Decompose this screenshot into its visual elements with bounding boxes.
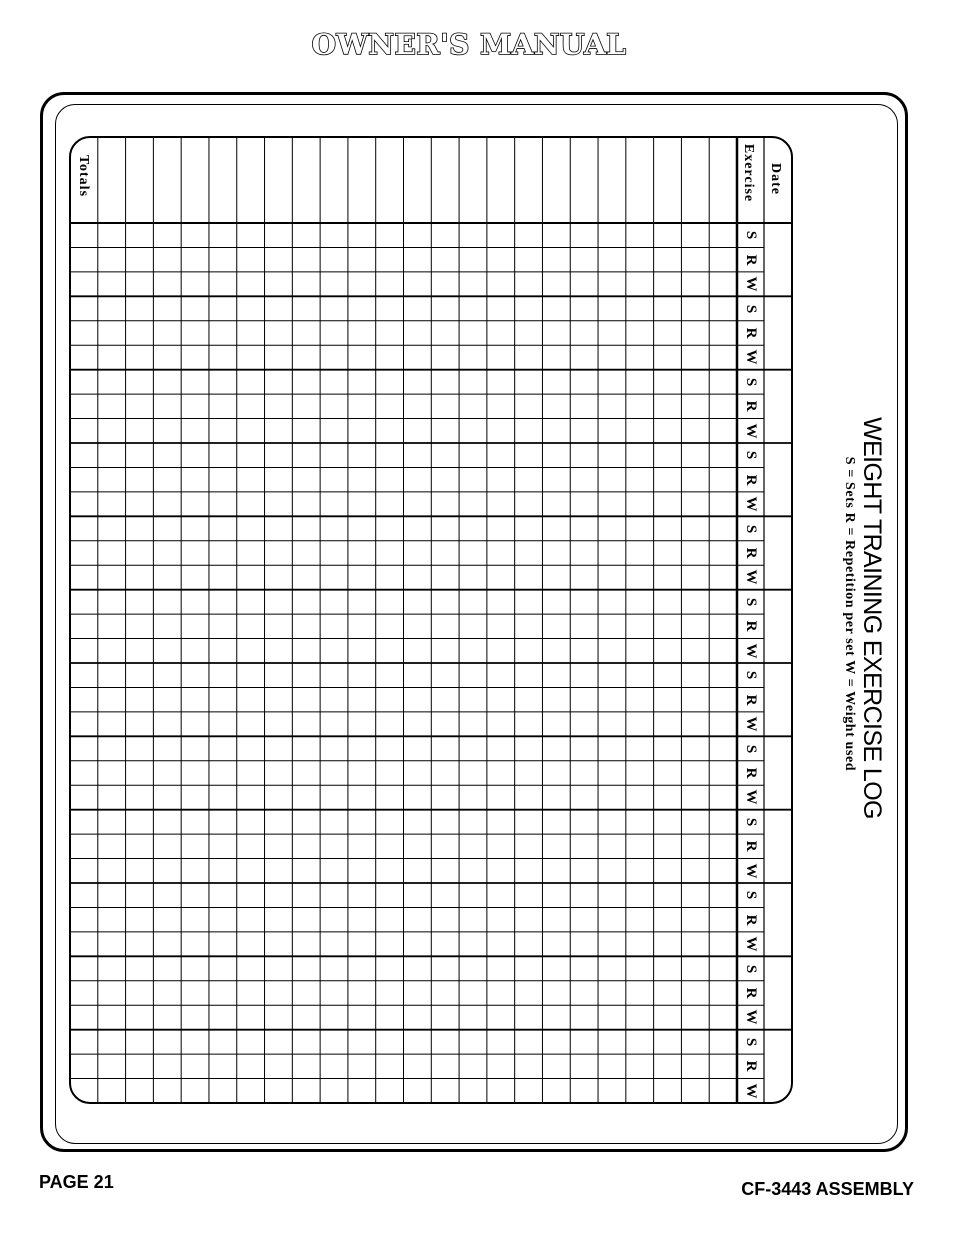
page-number: PAGE 21 (39, 1172, 114, 1192)
srw-label: R (742, 914, 759, 926)
srw-label: W (742, 569, 759, 585)
srw-label: S (742, 891, 759, 900)
srw-label: W (742, 716, 759, 732)
srw-label: S (742, 231, 759, 240)
date-column-label: Date (768, 163, 783, 195)
srw-label: S (742, 524, 759, 533)
srw-label: S (742, 817, 759, 827)
srw-label: S (742, 744, 759, 753)
srw-label: W (742, 496, 759, 512)
srw-label: R (742, 620, 759, 632)
assembly-model-label: CF-3443 ASSEMBLY (741, 1179, 914, 1199)
srw-label: W (742, 863, 759, 879)
srw-label: S (742, 451, 759, 460)
srw-label: S (742, 597, 759, 607)
srw-label: S (742, 1037, 759, 1047)
srw-label: W (742, 1083, 759, 1099)
srw-label: S (742, 964, 759, 973)
srw-label: R (742, 1060, 759, 1072)
srw-label: S (742, 304, 759, 313)
srw-label: W (742, 643, 759, 659)
srw-label: R (742, 987, 759, 999)
srw-label: R (742, 840, 759, 852)
srw-label: W (742, 349, 759, 365)
log-title: WEIGHT TRAINING EXERCISE LOG (858, 417, 886, 819)
srw-label: W (742, 789, 759, 805)
srw-label: W (742, 423, 759, 439)
srw-label: S (742, 377, 759, 387)
srw-label: R (742, 254, 759, 266)
srw-label: W (742, 276, 759, 292)
srw-label: R (742, 474, 759, 486)
srw-label: S (742, 671, 759, 680)
totals-column-label: Totals (76, 154, 91, 198)
log-legend: S = Sets R = Repetition per set W = Weight used (842, 456, 857, 772)
srw-label: W (742, 1009, 759, 1025)
manual-title: OWNER'S MANUAL (311, 28, 627, 61)
srw-label: W (742, 936, 759, 952)
srw-label: R (742, 767, 759, 779)
srw-label: R (742, 400, 759, 412)
srw-label: R (742, 694, 759, 706)
exercise-column-label: Exercise (741, 143, 756, 203)
srw-label: R (742, 547, 759, 559)
srw-label: R (742, 327, 759, 339)
